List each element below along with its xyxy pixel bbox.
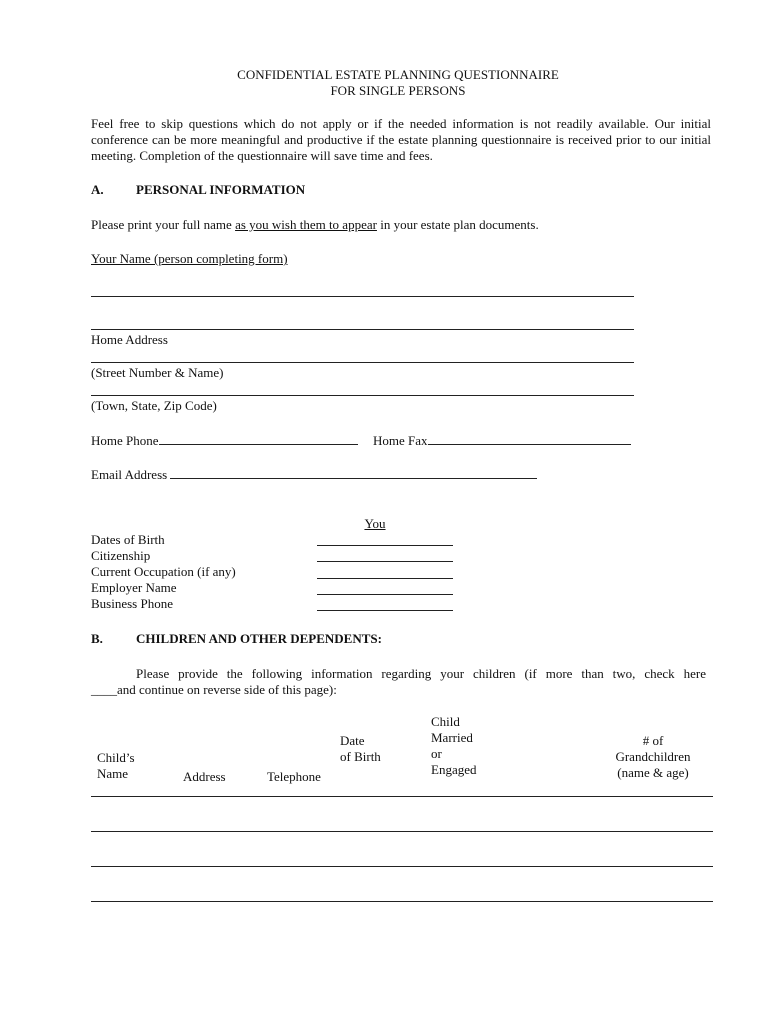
instruction-pre: Please print your full name <box>91 217 236 232</box>
your-name-label: Your Name (person completing form) <box>91 251 288 266</box>
instruction-post: in your estate plan documents. <box>376 217 539 232</box>
title-line-1: CONFIDENTIAL ESTATE PLANNING QUESTIONNAIRE <box>237 67 559 82</box>
field-citizenship: Citizenship <box>91 548 151 563</box>
table-row[interactable] <box>91 831 713 832</box>
col-address: Address <box>183 769 226 784</box>
col-married-l4: Engaged <box>431 762 477 777</box>
town-label: (Town, State, Zip Code) <box>91 398 217 413</box>
section-a-heading: PERSONAL INFORMATION <box>136 182 306 197</box>
col-grand-l1: # of <box>642 733 664 748</box>
col-childs-name <box>97 750 135 782</box>
title-line-2: FOR SINGLE PERSONS <box>330 83 466 98</box>
name-line-1[interactable] <box>91 296 634 297</box>
home-address-label: Home Address <box>91 332 168 347</box>
intro-paragraph: Feel free to skip questions which do not apply or if the needed information is not readily available. Our initial conference can be more meaningful and productive if the estate planning questionnaire is received prior to our initial meeting. Completion of the questionnaire will save time and fees. <box>91 116 711 163</box>
col-dob-l1: Date <box>340 733 365 748</box>
col-child-married <box>431 714 476 778</box>
col-date-of-birth <box>340 733 381 765</box>
employer-blank[interactable] <box>317 594 453 595</box>
instruction-underlined: as you wish them to appear <box>235 217 377 232</box>
name-instruction <box>91 217 539 233</box>
business-phone-blank[interactable] <box>317 610 453 611</box>
you-header: You <box>364 516 386 531</box>
table-row[interactable] <box>91 901 713 902</box>
col-married-l2: Married <box>431 730 473 745</box>
col-childs-name-l2: Name <box>97 766 129 781</box>
dob-blank[interactable] <box>317 545 453 546</box>
children-instruction-line-2: ____and continue on reverse side of this page): <box>91 682 337 697</box>
personal-fields-list <box>91 532 236 612</box>
document-title <box>0 67 770 99</box>
section-a-letter: A. <box>91 182 104 197</box>
home-phone-label: Home Phone <box>91 433 159 448</box>
home-fax-row <box>373 432 631 449</box>
citizenship-blank[interactable] <box>317 561 453 562</box>
email-label: Email Address <box>91 467 168 482</box>
children-instruction-line-1: Please provide the following information regarding your children (if more than two, check here <box>136 666 706 681</box>
home-fax-field[interactable] <box>428 432 631 445</box>
email-row <box>91 466 537 483</box>
field-current-occupation: Current Occupation (if any) <box>91 564 236 579</box>
col-grandchildren <box>595 733 711 781</box>
home-phone-field[interactable] <box>159 432 358 445</box>
home-fax-label: Home Fax <box>373 433 428 448</box>
col-telephone: Telephone <box>267 769 321 784</box>
field-dates-of-birth: Dates of Birth <box>91 532 165 547</box>
field-business-phone: Business Phone <box>91 596 173 611</box>
table-header-rule <box>91 796 713 797</box>
table-row[interactable] <box>91 866 713 867</box>
col-dob-l2: of Birth <box>340 749 381 764</box>
home-phone-row <box>91 432 358 449</box>
col-married-l3: or <box>431 746 442 761</box>
col-childs-name-l1: Child’s <box>97 750 135 765</box>
section-b-heading: CHILDREN AND OTHER DEPENDENTS: <box>136 631 382 646</box>
section-b-letter: B. <box>91 631 103 646</box>
field-employer-name: Employer Name <box>91 580 177 595</box>
email-field[interactable] <box>170 466 537 479</box>
col-married-l1: Child <box>431 714 460 729</box>
name-line-2[interactable] <box>91 329 634 330</box>
street-line[interactable] <box>91 362 634 363</box>
occupation-blank[interactable] <box>317 578 453 579</box>
col-grand-l2: Grandchildren <box>615 749 691 764</box>
col-grand-l3: (name & age) <box>617 765 689 780</box>
street-label: (Street Number & Name) <box>91 365 224 380</box>
town-line[interactable] <box>91 395 634 396</box>
